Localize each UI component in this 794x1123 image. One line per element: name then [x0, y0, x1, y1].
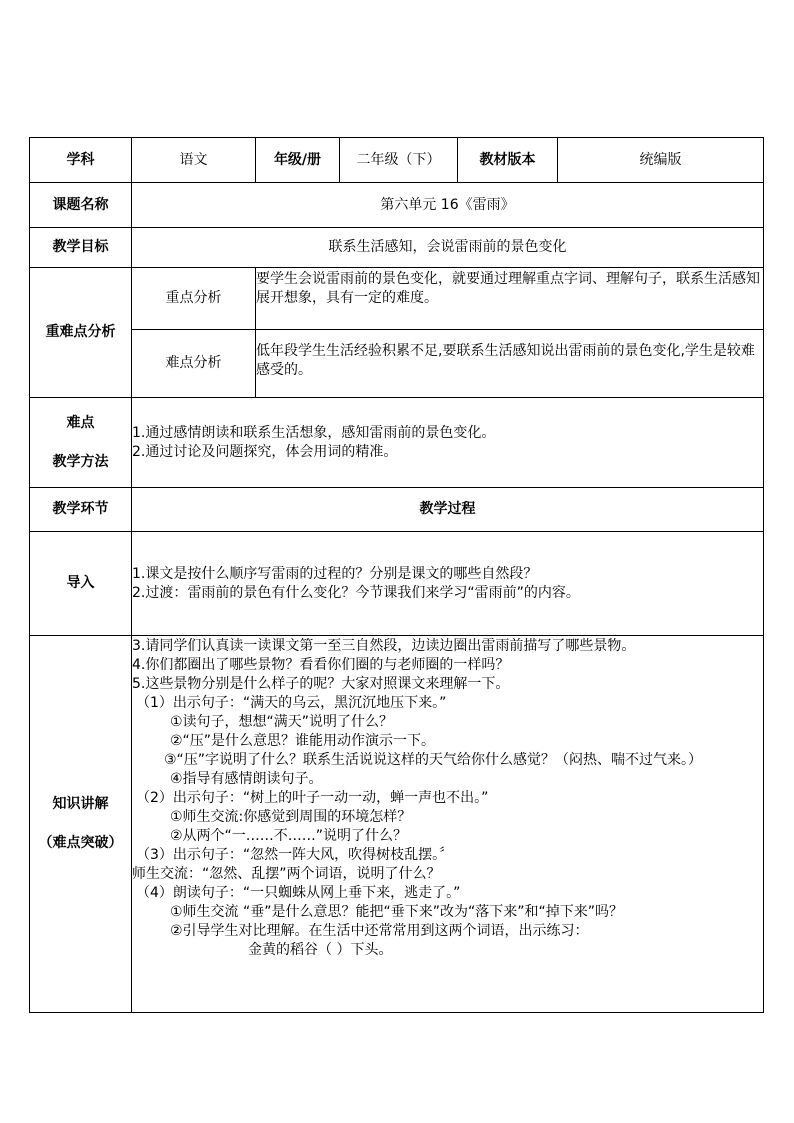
subject-label: 学科 [30, 138, 132, 183]
topic-label: 课题名称 [30, 183, 132, 228]
method-label [30, 398, 132, 488]
knowledge-line: ②引导学生对比理解。在生活中还常常用到这两个词语，出示练习： [170, 923, 589, 939]
intro-line: 1.课文是按什么顺序写雷雨的过程的？分别是课文的哪些自然段？ [132, 565, 538, 582]
knowledge-line: ①师生交流:你感觉到周围的环境怎样？ [170, 809, 412, 825]
key-analysis-text: 要学生会说雷雨前的景色变化，就要通过理解重点字词、理解句子，联系生活感知展开想象，具有一定的难度。 [256, 268, 764, 330]
knowledge-line: 3.请同学们认真读一读课文第一至三自然段，边读边圈出雷雨前描写了哪些景物。 [132, 638, 636, 654]
subject-value: 语文 [132, 138, 256, 183]
intro-line: 2.过渡：雷雨前的景色有什么变化？今节课我们来学习“雷雨前”的内容。 [132, 584, 580, 601]
edition-value: 统编版 [558, 138, 764, 183]
method-content [132, 398, 764, 488]
knowledge-line: （2）出示句子：“树上的叶子一动一动，蝉一声也不出。” [136, 790, 489, 806]
grade-value: 二年级（下） [340, 138, 458, 183]
method-row [30, 398, 764, 488]
knowledge-line: 4.你们都圈出了哪些景物？看看你们圈的与老师圈的一样吗？ [132, 657, 510, 673]
knowledge-line: 师生交流：“忽然、乱摆”两个词语，说明了什么？ [132, 866, 441, 882]
knowledge-label-line1: 知识讲解 [52, 796, 109, 812]
process-step-label: 教学环节 [30, 488, 132, 532]
knowledge-line: 5.这些景物分别是什么样子的呢？大家对照课文来理解一下。 [132, 676, 510, 692]
analysis-label: 重难点分析 [30, 268, 132, 398]
process-header-row [30, 488, 764, 532]
topic-value: 第六单元 16《雷雨》 [132, 183, 764, 228]
knowledge-line: 金黄的稻谷（ ）下头。 [248, 942, 393, 958]
method-label-line2: 教学方法 [52, 453, 109, 470]
grade-label: 年级/册 [256, 138, 340, 183]
knowledge-line: ④指导有感情朗读句子。 [170, 771, 323, 787]
difficult-analysis-text: 低年段学生生活经验积累不足,要联系生活感知说出雷雨前的景色变化,学生是较难感受的。 [256, 330, 764, 398]
difficult-analysis-row [30, 330, 764, 398]
goal-value: 联系生活感知，会说雷雨前的景色变化 [132, 228, 764, 268]
knowledge-line: （3）出示句子：“忽然一阵大风，吹得树枝乱摆。〞 [136, 847, 454, 863]
edition-label: 教材版本 [458, 138, 558, 183]
process-content-label: 教学过程 [132, 488, 764, 532]
topic-row [30, 183, 764, 228]
intro-row [30, 532, 764, 636]
knowledge-line: ②“压”是什么意思？谁能用动作演示一下。 [170, 733, 436, 749]
goal-row [30, 228, 764, 268]
key-analysis-label: 重点分析 [132, 268, 256, 330]
method-label-line1: 难点 [66, 414, 95, 431]
intro-label: 导入 [30, 532, 132, 636]
knowledge-content [132, 636, 764, 1013]
knowledge-line: ③“压”字说明了什么？联系生活说说这样的天气给你什么感觉？（闷热、喘不过气来。） [164, 752, 703, 768]
knowledge-row [30, 636, 764, 1013]
knowledge-line: （1）出示句子：“满天的乌云，黑沉沉地压下来。” [136, 695, 447, 711]
knowledge-line: ①师生交流 “垂”是什么意思？能把“垂下来”改为“落下来”和“掉下来”吗？ [170, 904, 624, 920]
knowledge-label-line2: （难点突破） [38, 835, 123, 851]
difficult-analysis-label: 难点分析 [132, 330, 256, 398]
key-analysis-row [30, 268, 764, 330]
header-row [30, 138, 764, 183]
lesson-plan-table [29, 137, 764, 1013]
goal-label: 教学目标 [30, 228, 132, 268]
method-line: 1.通过感情朗读和联系生活想象，感知雷雨前的景色变化。 [132, 424, 496, 441]
method-line: 2.通过讨论及问题探究，体会用词的精准。 [132, 443, 398, 460]
knowledge-line: ①读句子，想想“满天”说明了什么？ [170, 714, 394, 730]
intro-content [132, 532, 764, 636]
knowledge-line: （4）朗读句子：“一只蜘蛛从网上垂下来，逃走了。” [136, 885, 461, 901]
knowledge-label [30, 636, 132, 1013]
knowledge-line: ②从两个“一……不……”说明了什么？ [170, 828, 408, 844]
